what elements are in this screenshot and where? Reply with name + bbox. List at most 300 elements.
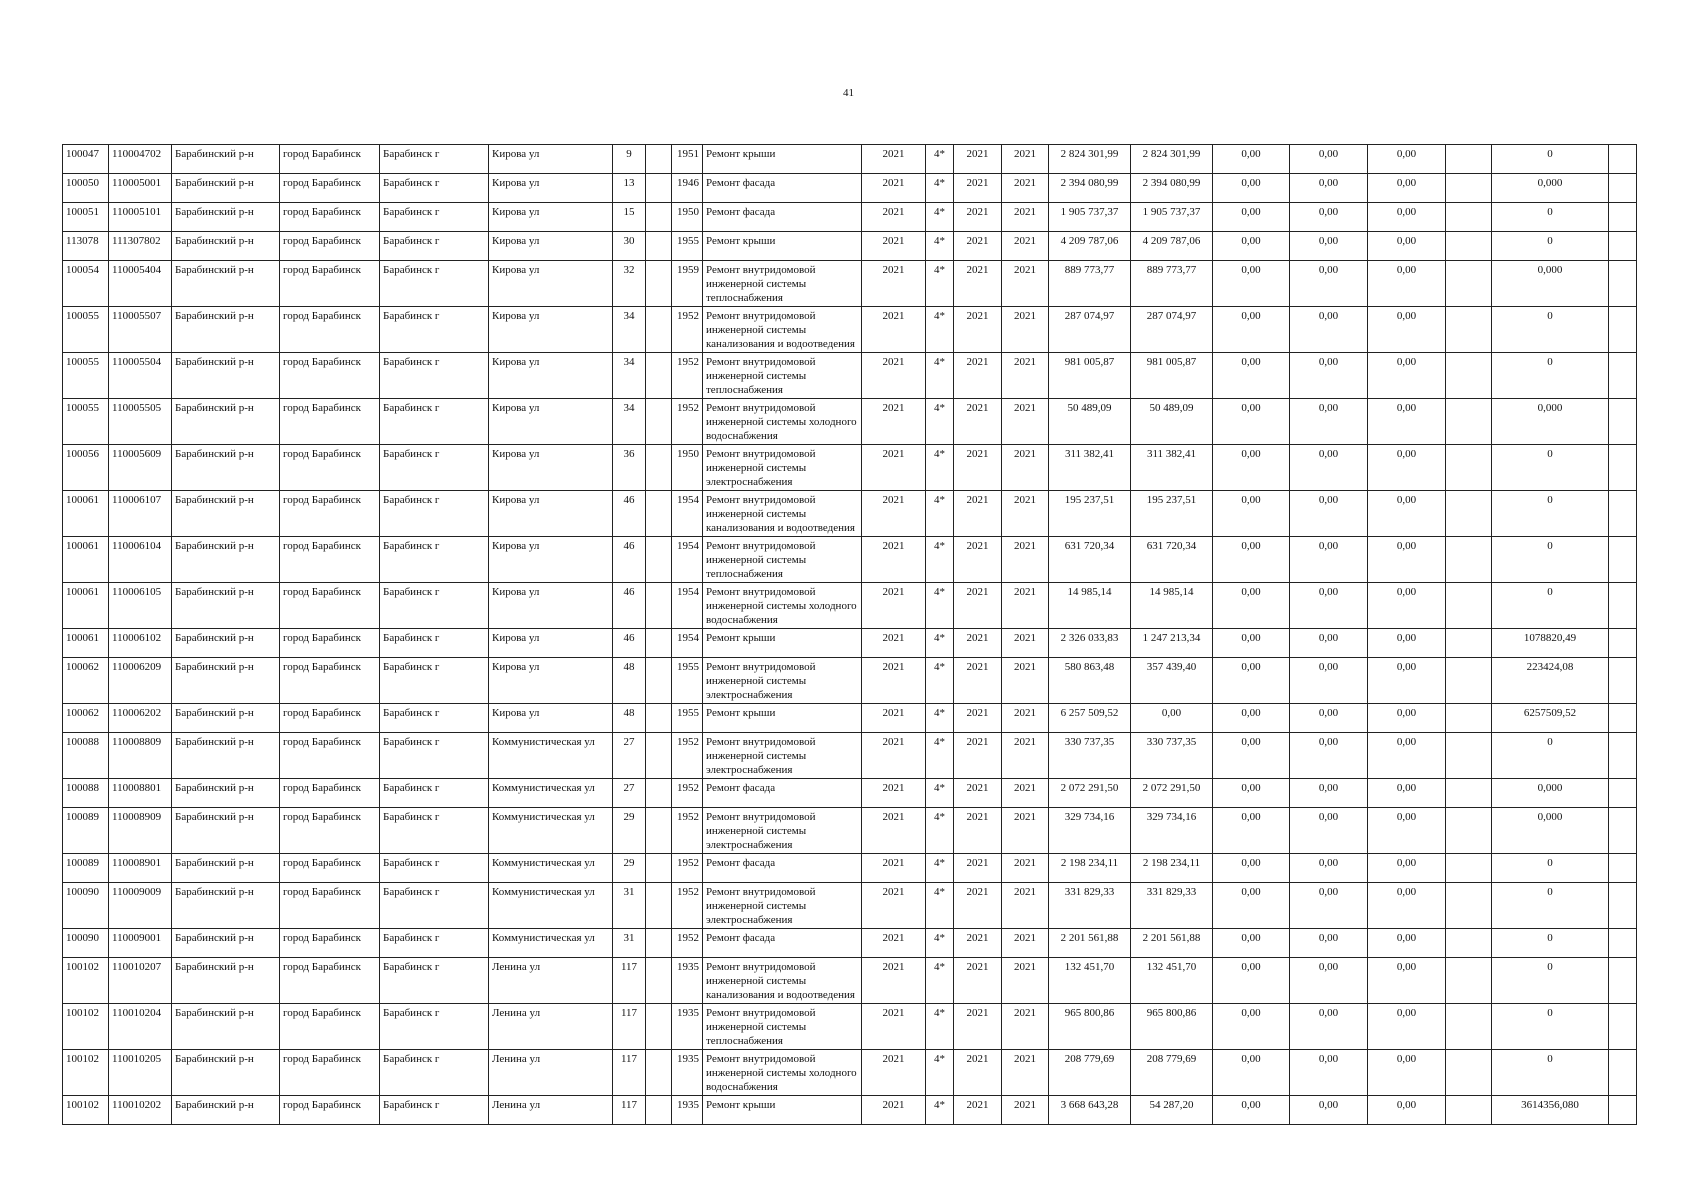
cell-street: Коммунистическая ул bbox=[489, 883, 613, 929]
cell-locality: Барабинск г bbox=[380, 174, 489, 203]
cell-work-id: 110005504 bbox=[109, 353, 172, 399]
cell-municipality: город Барабинск bbox=[280, 445, 380, 491]
cell-house-number: 46 bbox=[613, 629, 646, 658]
cell-work-type: Ремонт крыши bbox=[703, 629, 862, 658]
cell-fund-cost: 132 451,70 bbox=[1131, 958, 1213, 1004]
cell-end-year: 2021 bbox=[1002, 704, 1049, 733]
cell-note bbox=[1609, 261, 1637, 307]
cell-plan-year: 2021 bbox=[862, 779, 926, 808]
cell-end-year: 2021 bbox=[1002, 854, 1049, 883]
cell-budget-3: 0,00 bbox=[1368, 174, 1446, 203]
cell-district: Барабинский р-н bbox=[172, 1096, 280, 1125]
cell-plan-year: 2021 bbox=[862, 733, 926, 779]
cell-house-number: 27 bbox=[613, 733, 646, 779]
cell-fund-cost: 208 779,69 bbox=[1131, 1050, 1213, 1096]
cell-budget-2: 0,00 bbox=[1290, 629, 1368, 658]
cell-district: Барабинский р-н bbox=[172, 307, 280, 353]
cell-house-number: 117 bbox=[613, 1050, 646, 1096]
cell-building bbox=[646, 232, 672, 261]
cell-building bbox=[646, 1050, 672, 1096]
cell-end-year: 2021 bbox=[1002, 307, 1049, 353]
cell-locality: Барабинск г bbox=[380, 261, 489, 307]
cell-street: Коммунистическая ул bbox=[489, 854, 613, 883]
cell-work-type: Ремонт внутридомовой инженерной системы электроснабжения bbox=[703, 808, 862, 854]
cell-end-year: 2021 bbox=[1002, 779, 1049, 808]
cell-owner-funds: 0 bbox=[1492, 491, 1609, 537]
cell-year-built: 1935 bbox=[672, 1096, 703, 1125]
cell-budget-1: 0,00 bbox=[1213, 307, 1290, 353]
cell-start-year: 2021 bbox=[954, 203, 1002, 232]
cell-priority: 4* bbox=[926, 353, 954, 399]
cell-budget-1: 0,00 bbox=[1213, 629, 1290, 658]
cell-work-type: Ремонт внутридомовой инженерной системы холодного водоснабжения bbox=[703, 399, 862, 445]
cell-note bbox=[1609, 445, 1637, 491]
cell-district: Барабинский р-н bbox=[172, 629, 280, 658]
cell-note bbox=[1609, 1096, 1637, 1125]
cell-start-year: 2021 bbox=[954, 1096, 1002, 1125]
cell-district: Барабинский р-н bbox=[172, 854, 280, 883]
cell-start-year: 2021 bbox=[954, 1004, 1002, 1050]
cell-total-cost: 2 201 561,88 bbox=[1049, 929, 1131, 958]
table-row bbox=[63, 704, 1637, 733]
cell-extra bbox=[1446, 261, 1492, 307]
cell-budget-2: 0,00 bbox=[1290, 733, 1368, 779]
cell-district: Барабинский р-н bbox=[172, 658, 280, 704]
cell-house-number: 34 bbox=[613, 353, 646, 399]
cell-house-id: 100102 bbox=[63, 1050, 109, 1096]
cell-building bbox=[646, 1096, 672, 1125]
cell-owner-funds: 0,000 bbox=[1492, 808, 1609, 854]
cell-start-year: 2021 bbox=[954, 929, 1002, 958]
cell-priority: 4* bbox=[926, 145, 954, 174]
cell-end-year: 2021 bbox=[1002, 629, 1049, 658]
cell-work-type: Ремонт внутридомовой инженерной системы электроснабжения bbox=[703, 445, 862, 491]
cell-end-year: 2021 bbox=[1002, 808, 1049, 854]
cell-work-id: 110006107 bbox=[109, 491, 172, 537]
cell-owner-funds: 0 bbox=[1492, 958, 1609, 1004]
cell-budget-3: 0,00 bbox=[1368, 353, 1446, 399]
cell-budget-1: 0,00 bbox=[1213, 854, 1290, 883]
cell-extra bbox=[1446, 399, 1492, 445]
cell-locality: Барабинск г bbox=[380, 537, 489, 583]
cell-end-year: 2021 bbox=[1002, 1050, 1049, 1096]
cell-owner-funds: 0 bbox=[1492, 307, 1609, 353]
cell-end-year: 2021 bbox=[1002, 399, 1049, 445]
cell-building bbox=[646, 261, 672, 307]
cell-street: Кирова ул bbox=[489, 261, 613, 307]
cell-house-id: 100088 bbox=[63, 733, 109, 779]
cell-work-type: Ремонт внутридомовой инженерной системы теплоснабжения bbox=[703, 261, 862, 307]
cell-district: Барабинский р-н bbox=[172, 929, 280, 958]
cell-end-year: 2021 bbox=[1002, 583, 1049, 629]
cell-budget-2: 0,00 bbox=[1290, 307, 1368, 353]
cell-street: Кирова ул bbox=[489, 445, 613, 491]
cell-plan-year: 2021 bbox=[862, 958, 926, 1004]
cell-municipality: город Барабинск bbox=[280, 704, 380, 733]
cell-fund-cost: 2 201 561,88 bbox=[1131, 929, 1213, 958]
cell-locality: Барабинск г bbox=[380, 854, 489, 883]
cell-work-id: 110006202 bbox=[109, 704, 172, 733]
cell-start-year: 2021 bbox=[954, 958, 1002, 1004]
cell-house-number: 29 bbox=[613, 808, 646, 854]
cell-fund-cost: 331 829,33 bbox=[1131, 883, 1213, 929]
cell-municipality: город Барабинск bbox=[280, 883, 380, 929]
cell-budget-2: 0,00 bbox=[1290, 445, 1368, 491]
cell-budget-3: 0,00 bbox=[1368, 958, 1446, 1004]
cell-budget-2: 0,00 bbox=[1290, 145, 1368, 174]
cell-total-cost: 14 985,14 bbox=[1049, 583, 1131, 629]
cell-year-built: 1952 bbox=[672, 353, 703, 399]
cell-start-year: 2021 bbox=[954, 583, 1002, 629]
cell-district: Барабинский р-н bbox=[172, 1050, 280, 1096]
cell-owner-funds: 0 bbox=[1492, 353, 1609, 399]
cell-extra bbox=[1446, 537, 1492, 583]
cell-priority: 4* bbox=[926, 399, 954, 445]
cell-start-year: 2021 bbox=[954, 261, 1002, 307]
cell-year-built: 1952 bbox=[672, 779, 703, 808]
cell-house-id: 100062 bbox=[63, 658, 109, 704]
cell-fund-cost: 2 198 234,11 bbox=[1131, 854, 1213, 883]
cell-priority: 4* bbox=[926, 958, 954, 1004]
cell-priority: 4* bbox=[926, 174, 954, 203]
cell-budget-2: 0,00 bbox=[1290, 958, 1368, 1004]
cell-work-type: Ремонт внутридомовой инженерной системы канализования и водоотведения bbox=[703, 958, 862, 1004]
cell-note bbox=[1609, 658, 1637, 704]
cell-municipality: город Барабинск bbox=[280, 929, 380, 958]
cell-fund-cost: 1 247 213,34 bbox=[1131, 629, 1213, 658]
cell-budget-1: 0,00 bbox=[1213, 958, 1290, 1004]
cell-total-cost: 311 382,41 bbox=[1049, 445, 1131, 491]
cell-priority: 4* bbox=[926, 583, 954, 629]
cell-house-id: 100061 bbox=[63, 583, 109, 629]
cell-house-id: 100055 bbox=[63, 353, 109, 399]
cell-municipality: город Барабинск bbox=[280, 779, 380, 808]
cell-district: Барабинский р-н bbox=[172, 704, 280, 733]
cell-work-id: 110005507 bbox=[109, 307, 172, 353]
cell-note bbox=[1609, 779, 1637, 808]
cell-plan-year: 2021 bbox=[862, 1004, 926, 1050]
cell-start-year: 2021 bbox=[954, 307, 1002, 353]
cell-plan-year: 2021 bbox=[862, 399, 926, 445]
cell-total-cost: 580 863,48 bbox=[1049, 658, 1131, 704]
cell-extra bbox=[1446, 445, 1492, 491]
cell-priority: 4* bbox=[926, 1096, 954, 1125]
cell-budget-2: 0,00 bbox=[1290, 174, 1368, 203]
cell-note bbox=[1609, 537, 1637, 583]
cell-budget-2: 0,00 bbox=[1290, 854, 1368, 883]
cell-year-built: 1952 bbox=[672, 929, 703, 958]
cell-total-cost: 4 209 787,06 bbox=[1049, 232, 1131, 261]
cell-locality: Барабинск г bbox=[380, 203, 489, 232]
cell-street: Коммунистическая ул bbox=[489, 929, 613, 958]
cell-municipality: город Барабинск bbox=[280, 808, 380, 854]
cell-end-year: 2021 bbox=[1002, 733, 1049, 779]
cell-total-cost: 965 800,86 bbox=[1049, 1004, 1131, 1050]
cell-total-cost: 631 720,34 bbox=[1049, 537, 1131, 583]
cell-building bbox=[646, 883, 672, 929]
cell-year-built: 1950 bbox=[672, 445, 703, 491]
cell-work-type: Ремонт внутридомовой инженерной системы холодного водоснабжения bbox=[703, 583, 862, 629]
table-row bbox=[63, 145, 1637, 174]
cell-work-id: 110006102 bbox=[109, 629, 172, 658]
cell-budget-1: 0,00 bbox=[1213, 491, 1290, 537]
cell-work-id: 110010204 bbox=[109, 1004, 172, 1050]
cell-house-id: 100061 bbox=[63, 629, 109, 658]
cell-plan-year: 2021 bbox=[862, 583, 926, 629]
cell-priority: 4* bbox=[926, 883, 954, 929]
cell-work-type: Ремонт внутридомовой инженерной системы канализования и водоотведения bbox=[703, 491, 862, 537]
cell-priority: 4* bbox=[926, 629, 954, 658]
cell-work-id: 110005609 bbox=[109, 445, 172, 491]
cell-work-id: 110006209 bbox=[109, 658, 172, 704]
cell-priority: 4* bbox=[926, 1004, 954, 1050]
table-row bbox=[63, 808, 1637, 854]
cell-total-cost: 981 005,87 bbox=[1049, 353, 1131, 399]
cell-note bbox=[1609, 307, 1637, 353]
cell-total-cost: 330 737,35 bbox=[1049, 733, 1131, 779]
cell-budget-3: 0,00 bbox=[1368, 399, 1446, 445]
cell-locality: Барабинск г bbox=[380, 307, 489, 353]
cell-start-year: 2021 bbox=[954, 399, 1002, 445]
cell-house-id: 100089 bbox=[63, 854, 109, 883]
cell-work-type: Ремонт фасада bbox=[703, 929, 862, 958]
cell-municipality: город Барабинск bbox=[280, 1050, 380, 1096]
cell-building bbox=[646, 958, 672, 1004]
cell-budget-1: 0,00 bbox=[1213, 399, 1290, 445]
cell-house-number: 9 bbox=[613, 145, 646, 174]
cell-locality: Барабинск г bbox=[380, 583, 489, 629]
table-row bbox=[63, 929, 1637, 958]
cell-fund-cost: 889 773,77 bbox=[1131, 261, 1213, 307]
cell-street: Кирова ул bbox=[489, 658, 613, 704]
cell-house-number: 48 bbox=[613, 658, 646, 704]
cell-extra bbox=[1446, 629, 1492, 658]
cell-locality: Барабинск г bbox=[380, 883, 489, 929]
cell-budget-3: 0,00 bbox=[1368, 307, 1446, 353]
cell-budget-3: 0,00 bbox=[1368, 145, 1446, 174]
cell-municipality: город Барабинск bbox=[280, 145, 380, 174]
cell-house-id: 100061 bbox=[63, 537, 109, 583]
cell-budget-2: 0,00 bbox=[1290, 704, 1368, 733]
cell-owner-funds: 0 bbox=[1492, 854, 1609, 883]
cell-extra bbox=[1446, 929, 1492, 958]
cell-plan-year: 2021 bbox=[862, 145, 926, 174]
cell-district: Барабинский р-н bbox=[172, 445, 280, 491]
cell-street: Кирова ул bbox=[489, 399, 613, 445]
table-row bbox=[63, 491, 1637, 537]
cell-plan-year: 2021 bbox=[862, 854, 926, 883]
cell-budget-2: 0,00 bbox=[1290, 537, 1368, 583]
cell-total-cost: 287 074,97 bbox=[1049, 307, 1131, 353]
cell-start-year: 2021 bbox=[954, 658, 1002, 704]
cell-year-built: 1959 bbox=[672, 261, 703, 307]
cell-district: Барабинский р-н bbox=[172, 1004, 280, 1050]
cell-budget-3: 0,00 bbox=[1368, 232, 1446, 261]
cell-work-id: 110009009 bbox=[109, 883, 172, 929]
cell-work-id: 110005101 bbox=[109, 203, 172, 232]
cell-start-year: 2021 bbox=[954, 1050, 1002, 1096]
cell-district: Барабинский р-н bbox=[172, 145, 280, 174]
cell-total-cost: 2 326 033,83 bbox=[1049, 629, 1131, 658]
cell-year-built: 1954 bbox=[672, 491, 703, 537]
cell-total-cost: 6 257 509,52 bbox=[1049, 704, 1131, 733]
table-row bbox=[63, 1096, 1637, 1125]
cell-note bbox=[1609, 583, 1637, 629]
cell-municipality: город Барабинск bbox=[280, 491, 380, 537]
cell-work-id: 110010205 bbox=[109, 1050, 172, 1096]
cell-work-type: Ремонт внутридомовой инженерной системы теплоснабжения bbox=[703, 353, 862, 399]
cell-street: Кирова ул bbox=[489, 491, 613, 537]
cell-end-year: 2021 bbox=[1002, 658, 1049, 704]
cell-street: Ленина ул bbox=[489, 1050, 613, 1096]
cell-building bbox=[646, 629, 672, 658]
cell-street: Кирова ул bbox=[489, 145, 613, 174]
cell-work-id: 110008909 bbox=[109, 808, 172, 854]
cell-extra bbox=[1446, 491, 1492, 537]
cell-extra bbox=[1446, 808, 1492, 854]
cell-total-cost: 2 072 291,50 bbox=[1049, 779, 1131, 808]
cell-work-type: Ремонт крыши bbox=[703, 1096, 862, 1125]
cell-plan-year: 2021 bbox=[862, 704, 926, 733]
cell-budget-1: 0,00 bbox=[1213, 261, 1290, 307]
cell-priority: 4* bbox=[926, 491, 954, 537]
cell-note bbox=[1609, 704, 1637, 733]
cell-budget-3: 0,00 bbox=[1368, 1050, 1446, 1096]
cell-locality: Барабинск г bbox=[380, 958, 489, 1004]
cell-priority: 4* bbox=[926, 704, 954, 733]
cell-fund-cost: 357 439,40 bbox=[1131, 658, 1213, 704]
cell-plan-year: 2021 bbox=[862, 491, 926, 537]
cell-budget-2: 0,00 bbox=[1290, 491, 1368, 537]
cell-priority: 4* bbox=[926, 1050, 954, 1096]
cell-locality: Барабинск г bbox=[380, 353, 489, 399]
cell-house-id: 100056 bbox=[63, 445, 109, 491]
cell-house-id: 100055 bbox=[63, 399, 109, 445]
table-row bbox=[63, 353, 1637, 399]
cell-district: Барабинский р-н bbox=[172, 353, 280, 399]
cell-house-number: 30 bbox=[613, 232, 646, 261]
cell-start-year: 2021 bbox=[954, 704, 1002, 733]
cell-work-id: 110005505 bbox=[109, 399, 172, 445]
cell-locality: Барабинск г bbox=[380, 658, 489, 704]
cell-end-year: 2021 bbox=[1002, 491, 1049, 537]
cell-building bbox=[646, 537, 672, 583]
cell-note bbox=[1609, 232, 1637, 261]
cell-year-built: 1935 bbox=[672, 1004, 703, 1050]
cell-note bbox=[1609, 854, 1637, 883]
cell-budget-3: 0,00 bbox=[1368, 1096, 1446, 1125]
cell-house-number: 48 bbox=[613, 704, 646, 733]
cell-district: Барабинский р-н bbox=[172, 779, 280, 808]
cell-fund-cost: 631 720,34 bbox=[1131, 537, 1213, 583]
cell-year-built: 1952 bbox=[672, 733, 703, 779]
cell-year-built: 1955 bbox=[672, 232, 703, 261]
cell-priority: 4* bbox=[926, 307, 954, 353]
cell-municipality: город Барабинск bbox=[280, 261, 380, 307]
cell-street: Кирова ул bbox=[489, 203, 613, 232]
cell-extra bbox=[1446, 1050, 1492, 1096]
cell-house-number: 34 bbox=[613, 307, 646, 353]
cell-street: Ленина ул bbox=[489, 1096, 613, 1125]
cell-total-cost: 1 905 737,37 bbox=[1049, 203, 1131, 232]
cell-fund-cost: 330 737,35 bbox=[1131, 733, 1213, 779]
cell-fund-cost: 311 382,41 bbox=[1131, 445, 1213, 491]
table-row bbox=[63, 733, 1637, 779]
cell-budget-1: 0,00 bbox=[1213, 1096, 1290, 1125]
cell-street: Кирова ул bbox=[489, 307, 613, 353]
cell-locality: Барабинск г bbox=[380, 733, 489, 779]
cell-municipality: город Барабинск bbox=[280, 733, 380, 779]
cell-work-id: 110008801 bbox=[109, 779, 172, 808]
cell-budget-2: 0,00 bbox=[1290, 929, 1368, 958]
cell-fund-cost: 50 489,09 bbox=[1131, 399, 1213, 445]
cell-building bbox=[646, 854, 672, 883]
cell-end-year: 2021 bbox=[1002, 883, 1049, 929]
cell-house-number: 29 bbox=[613, 854, 646, 883]
cell-street: Коммунистическая ул bbox=[489, 733, 613, 779]
cell-work-id: 110009001 bbox=[109, 929, 172, 958]
cell-district: Барабинский р-н bbox=[172, 261, 280, 307]
cell-total-cost: 208 779,69 bbox=[1049, 1050, 1131, 1096]
cell-work-type: Ремонт крыши bbox=[703, 145, 862, 174]
cell-budget-3: 0,00 bbox=[1368, 445, 1446, 491]
cell-budget-3: 0,00 bbox=[1368, 808, 1446, 854]
cell-house-number: 46 bbox=[613, 583, 646, 629]
cell-street: Ленина ул bbox=[489, 1004, 613, 1050]
cell-budget-3: 0,00 bbox=[1368, 261, 1446, 307]
cell-municipality: город Барабинск bbox=[280, 583, 380, 629]
cell-building bbox=[646, 174, 672, 203]
cell-note bbox=[1609, 1004, 1637, 1050]
cell-priority: 4* bbox=[926, 808, 954, 854]
cell-fund-cost: 965 800,86 bbox=[1131, 1004, 1213, 1050]
cell-extra bbox=[1446, 232, 1492, 261]
cell-municipality: город Барабинск bbox=[280, 658, 380, 704]
cell-budget-1: 0,00 bbox=[1213, 537, 1290, 583]
cell-fund-cost: 287 074,97 bbox=[1131, 307, 1213, 353]
cell-fund-cost: 981 005,87 bbox=[1131, 353, 1213, 399]
cell-year-built: 1935 bbox=[672, 1050, 703, 1096]
cell-municipality: город Барабинск bbox=[280, 353, 380, 399]
cell-plan-year: 2021 bbox=[862, 174, 926, 203]
cell-budget-3: 0,00 bbox=[1368, 733, 1446, 779]
cell-district: Барабинский р-н bbox=[172, 203, 280, 232]
cell-work-id: 110010202 bbox=[109, 1096, 172, 1125]
cell-note bbox=[1609, 145, 1637, 174]
cell-note bbox=[1609, 353, 1637, 399]
cell-house-number: 31 bbox=[613, 883, 646, 929]
cell-locality: Барабинск г bbox=[380, 1096, 489, 1125]
cell-start-year: 2021 bbox=[954, 779, 1002, 808]
cell-work-type: Ремонт фасада bbox=[703, 779, 862, 808]
cell-house-number: 31 bbox=[613, 929, 646, 958]
cell-work-type: Ремонт внутридомовой инженерной системы электроснабжения bbox=[703, 883, 862, 929]
cell-work-type: Ремонт фасада bbox=[703, 174, 862, 203]
cell-locality: Барабинск г bbox=[380, 629, 489, 658]
table-row bbox=[63, 307, 1637, 353]
cell-street: Кирова ул bbox=[489, 353, 613, 399]
cell-locality: Барабинск г bbox=[380, 232, 489, 261]
cell-budget-1: 0,00 bbox=[1213, 203, 1290, 232]
cell-note bbox=[1609, 808, 1637, 854]
cell-house-number: 117 bbox=[613, 1004, 646, 1050]
cell-owner-funds: 0 bbox=[1492, 583, 1609, 629]
cell-budget-3: 0,00 bbox=[1368, 537, 1446, 583]
cell-owner-funds: 0 bbox=[1492, 445, 1609, 491]
cell-year-built: 1955 bbox=[672, 704, 703, 733]
cell-house-id: 100055 bbox=[63, 307, 109, 353]
cell-building bbox=[646, 445, 672, 491]
